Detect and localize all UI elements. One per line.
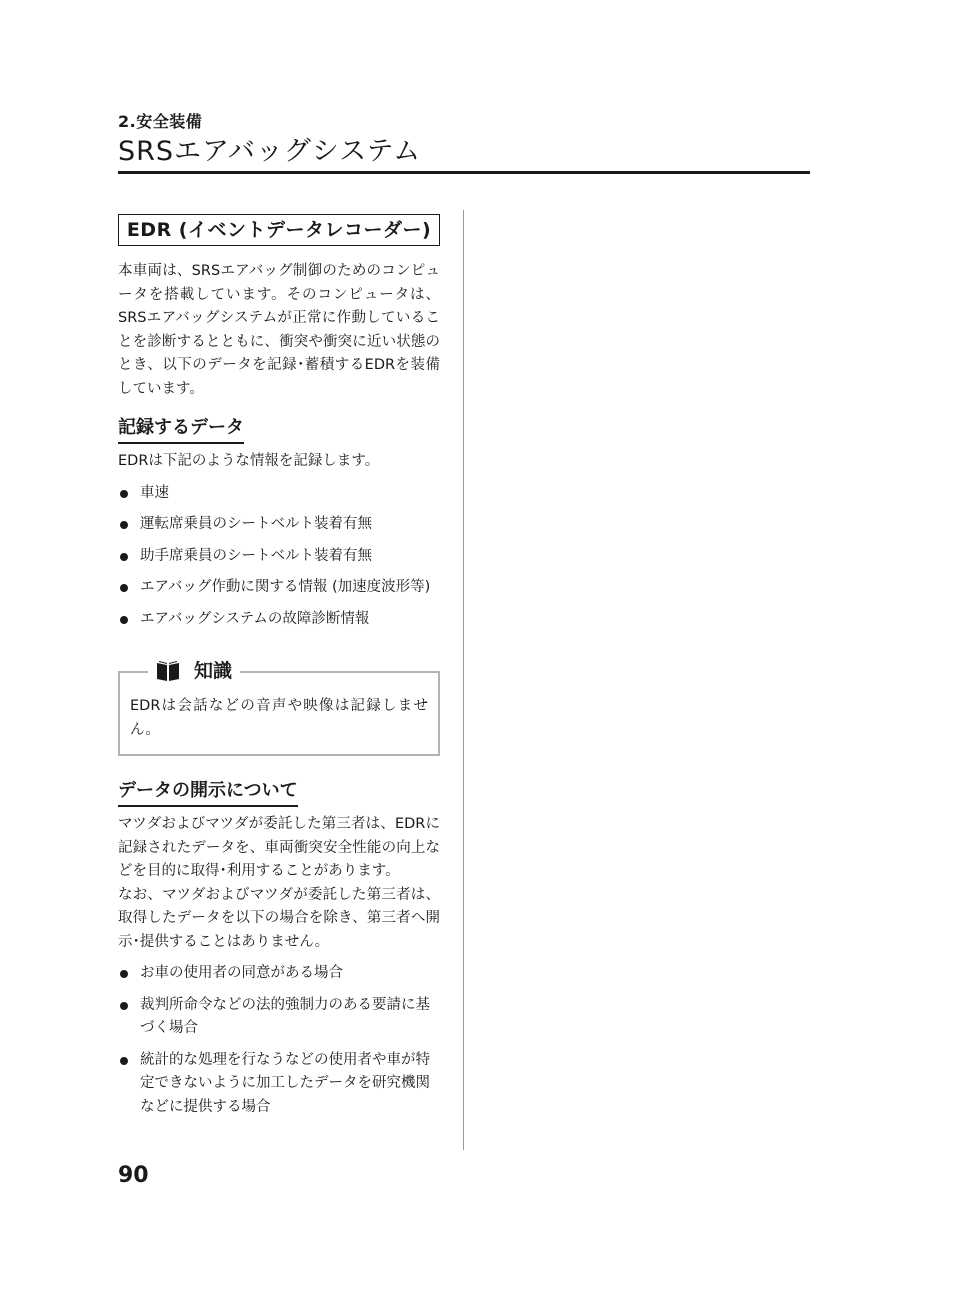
edr-heading: EDR (イベントデータレコーダー) xyxy=(118,214,440,246)
header-rule xyxy=(118,171,810,174)
list-item xyxy=(118,545,440,569)
left-column xyxy=(118,214,440,1119)
bullet-icon xyxy=(120,1002,128,1010)
list-item-text: 裁判所命令などの法的強制力のある要請に基づく場合 xyxy=(140,996,430,1036)
disclosure-paragraph-2: なお、マツダおよびマツダが委託した第三者は、取得したデータを以下の場合を除き、第三者へ開示･提供することはありません。 xyxy=(118,886,440,950)
bullet-icon xyxy=(120,616,128,624)
bullet-icon xyxy=(120,521,128,529)
recorded-data-list xyxy=(118,482,440,632)
bullet-icon xyxy=(120,553,128,561)
bullet-icon xyxy=(120,490,128,498)
bullet-icon xyxy=(120,584,128,592)
list-item xyxy=(118,1049,440,1120)
disclosure-heading: データの開示について xyxy=(118,778,298,807)
knowledge-box xyxy=(118,660,440,756)
edr-intro-paragraph: 本車両は、SRSエアバッグ制御のためのコンピュータを搭載しています。そのコンピュータは、SRSエアバッグシステムが正常に作動していることを診断するとともに、衝突や衝突に近い状態のとき、以下のデータを記録･蓄積するEDRを装備しています。 xyxy=(118,263,440,397)
knowledge-title xyxy=(148,657,240,685)
list-item xyxy=(118,482,440,506)
list-item xyxy=(118,994,440,1041)
list-item xyxy=(118,962,440,986)
disclosure-heading-wrap xyxy=(118,778,440,807)
column-divider xyxy=(463,210,464,1150)
list-item-text: 統計的な処理を行なうなどの使用者や車が特定できないように加工したデータを研究機関などに提供する場合 xyxy=(140,1051,430,1115)
list-item-text: エアバッグシステムの故障診断情報 xyxy=(140,610,370,627)
list-item-text: 車速 xyxy=(140,484,169,501)
page-number: 90 xyxy=(118,1163,149,1188)
knowledge-title-text: 知識 xyxy=(194,660,233,682)
list-item xyxy=(118,608,440,632)
page-title: SRSエアバッグシステム xyxy=(118,136,422,167)
bullet-icon xyxy=(120,970,128,978)
list-item-text: 運転席乗員のシートベルト装着有無 xyxy=(140,516,372,532)
recorded-data-heading: 記録するデータ xyxy=(118,415,244,444)
disclosure-paragraph-1: マツダおよびマツダが委託した第三者は、EDRに記録されたデータを、車両衝突安全性能の向上などを目的に取得･利用することがあります。 xyxy=(118,816,440,879)
list-item-text: 助手席乗員のシートベルト装着有無 xyxy=(140,547,372,564)
book-icon xyxy=(156,660,180,682)
list-item-text: お車の使用者の同意がある場合 xyxy=(140,965,343,981)
list-item xyxy=(118,513,440,537)
chapter-label: 2.安全装備 xyxy=(118,112,203,131)
disclosure-exception-list xyxy=(118,962,440,1119)
page-header xyxy=(118,112,810,170)
bullet-icon xyxy=(120,1057,128,1065)
recorded-data-heading-wrap xyxy=(118,415,440,444)
list-item-text: エアバッグ作動に関する情報 (加速度波形等) xyxy=(140,579,431,595)
recorded-data-lead: EDRは下記のような情報を記録します。 xyxy=(118,453,380,469)
list-item xyxy=(118,576,440,600)
knowledge-text: EDRは会話などの音声や映像は記録しません。 xyxy=(130,698,428,738)
